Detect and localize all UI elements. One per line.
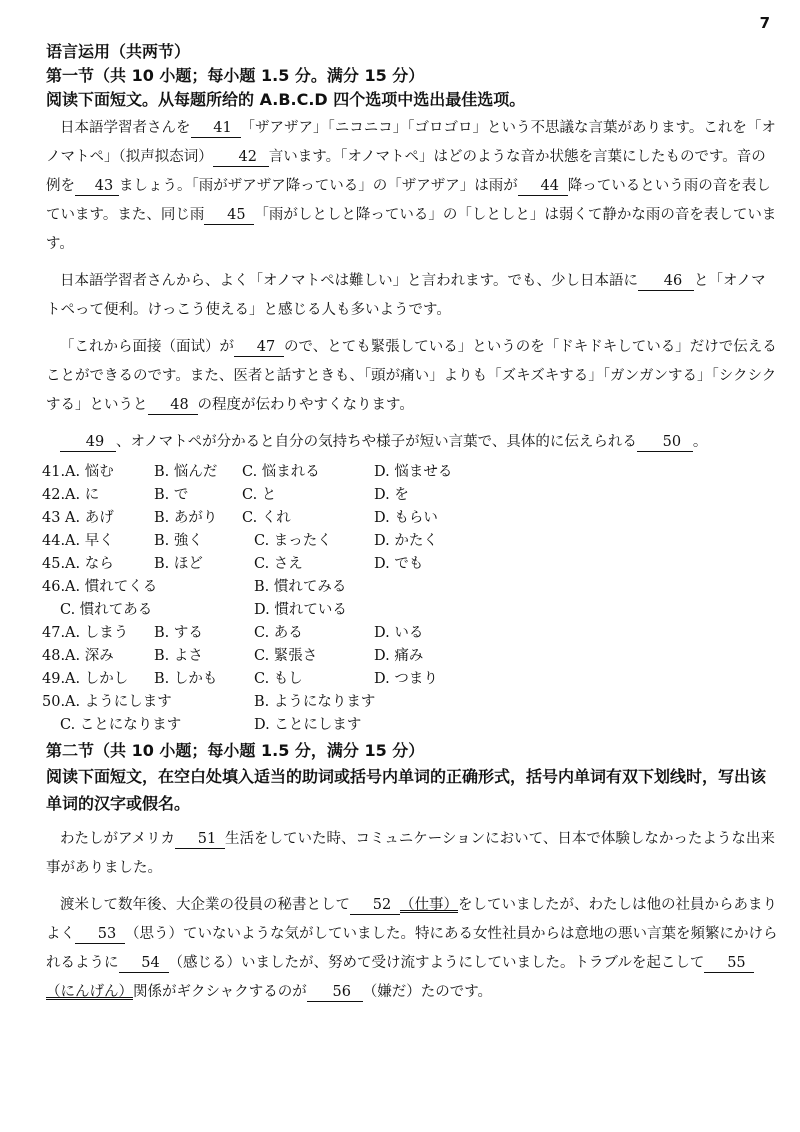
part1-title: 第一节（共 10 小题；每小题 1.5 分。满分 15 分） xyxy=(46,66,425,85)
exam-content xyxy=(42,40,780,1007)
option-49-c: C. もし xyxy=(254,671,303,687)
option-44-a: 44.A. 早く xyxy=(42,533,114,549)
option-45-a: 45.A. なら xyxy=(42,556,114,572)
blank-48: 48 xyxy=(148,396,198,415)
options-49 xyxy=(42,668,780,691)
part2-paragraph-1 xyxy=(46,825,780,883)
option-41-a: 41.A. 悩む xyxy=(42,464,114,480)
text: 生活をしていた時、コミュニケーションにおいて、日本で体験しなかったような出来事がありました。 xyxy=(46,831,775,876)
options-42 xyxy=(42,484,780,507)
blank-53: 53 xyxy=(75,925,125,944)
option-47-a: 47.A. しまう xyxy=(42,625,129,641)
option-42-c: C. と xyxy=(242,487,277,503)
option-50-b: B. ようになります xyxy=(254,694,376,710)
blank-42: 42 xyxy=(213,148,269,167)
text: の程度が伝わりやすくなります。 xyxy=(197,397,414,413)
blank-46: 46 xyxy=(638,272,694,291)
option-44-b: B. 強く xyxy=(154,533,203,549)
blank-41: 41 xyxy=(191,119,241,138)
options-list xyxy=(42,461,780,737)
option-48-b: B. よさ xyxy=(154,648,203,664)
option-47-b: B. する xyxy=(154,625,203,641)
option-50-d: D. ことにします xyxy=(254,717,362,733)
options-46-ab xyxy=(42,576,780,599)
text: と「オノマトペって便利。けっこう使える」と感じる人も多いようです。 xyxy=(46,273,766,318)
options-41 xyxy=(42,461,780,484)
word-55: （にんげん） xyxy=(46,984,133,1000)
text: わたしがアメリカ xyxy=(60,831,175,847)
blank-49: 49 xyxy=(60,433,116,452)
blank-52: 52 xyxy=(350,896,400,915)
option-49-d: D. つまり xyxy=(374,671,438,687)
text: 日本語学習者さんを xyxy=(60,120,191,136)
part1-paragraph-2 xyxy=(46,267,780,325)
part2-paragraph-2 xyxy=(46,891,780,1007)
option-47-c: C. ある xyxy=(254,625,303,641)
part1-paragraph-3 xyxy=(46,333,780,420)
option-43-c: C. くれ xyxy=(242,510,291,526)
text: ましょう。「雨がザアザア降っている」の「ザアザア」は雨が xyxy=(119,178,518,194)
options-47 xyxy=(42,622,780,645)
text: 「これから面接（面试）が xyxy=(60,339,234,355)
word-54: （感じる） xyxy=(168,955,241,971)
option-41-b: B. 悩んだ xyxy=(154,464,218,480)
text: 。 xyxy=(692,434,708,450)
option-43-b: B. あがり xyxy=(154,510,218,526)
option-49-b: B. しかも xyxy=(154,671,218,687)
text: 渡米して数年後、大企業の役員の秘書として xyxy=(60,897,350,913)
page-number: 7 xyxy=(759,14,770,32)
blank-54: 54 xyxy=(119,954,169,973)
text: 「ザアザア」「ニコニコ」「ゴロゴロ」という不思議な言葉があります。これを「オノマトペ」（拟声拟态词） xyxy=(46,120,776,165)
part2-instruction: 阅读下面短文，在空白处填入适当的助词或括号内单词的正确形式，括号内单词有双下划线时，写出该单词的汉字或假名。 xyxy=(46,767,767,813)
option-49-a: 49.A. しかし xyxy=(42,671,129,687)
option-47-d: D. いる xyxy=(374,625,424,641)
option-41-c: C. 悩まれる xyxy=(242,464,320,480)
option-41-d: D. 悩ませる xyxy=(374,464,453,480)
option-42-a: 42.A. に xyxy=(42,487,100,503)
text: ので、とても緊張している」というのを「ドキドキしている」だけで伝えることができるのです。また、医者と話すときも、「頭が痛い」よりも「ズキズキする」「ガンガンする」「シクシクする」というと xyxy=(46,339,777,413)
options-43 xyxy=(42,507,780,530)
part1-paragraph-4 xyxy=(46,428,780,457)
option-46-c: C. 慣れてある xyxy=(60,602,153,618)
option-45-d: D. でも xyxy=(374,556,424,572)
option-46-b: B. 慣れてみる xyxy=(254,579,347,595)
part2 xyxy=(46,739,780,1007)
blank-47: 47 xyxy=(234,338,284,357)
text: たのです。 xyxy=(420,984,493,1000)
blank-45: 45 xyxy=(204,206,254,225)
option-50-a: 50.A. ようにします xyxy=(42,694,172,710)
text: 言います。「オノマトペ」はどのような音か状態を言葉にしたものです。音の例を xyxy=(46,149,766,194)
blank-55: 55 xyxy=(704,954,754,973)
text: 「雨がしとしと降っている」の「しとしと」は弱くて静かな雨の音を表しています。 xyxy=(46,207,777,252)
part1-instruction: 阅读下面短文。从每题所给的 A.B.C.D 四个选项中选出最佳选项。 xyxy=(46,90,526,109)
word-56: （嫌だ） xyxy=(362,984,421,1000)
option-46-d: D. 慣れている xyxy=(254,602,347,618)
blank-56: 56 xyxy=(307,983,363,1002)
option-48-a: 48.A. 深み xyxy=(42,648,114,664)
option-48-c: C. 緊張さ xyxy=(254,648,318,664)
option-50-c: C. ことになります xyxy=(60,717,182,733)
text: 降っているという雨の音を表しています。また、同じ雨 xyxy=(46,178,771,223)
option-44-c: C. まったく xyxy=(254,533,332,549)
option-42-d: D. を xyxy=(374,487,409,503)
part1-paragraph-1 xyxy=(46,114,780,259)
text: をしていましたが、わたしは他の社員からあまりよく xyxy=(46,897,777,942)
text: いましたが、努めて受け流すようにしていました。トラブルを起こして xyxy=(241,955,705,971)
text: 関係がギクシャクするのが xyxy=(133,984,307,1000)
option-45-c: C. さえ xyxy=(254,556,303,572)
options-44 xyxy=(42,530,780,553)
word-53: （思う） xyxy=(125,926,183,942)
text: 、オノマトペが分かると自分の気持ちや様子が短い言葉で、具体的に伝えられる xyxy=(116,434,637,450)
option-48-d: D. 痛み xyxy=(374,648,424,664)
word-52: （仕事） xyxy=(400,897,458,913)
options-50-ab xyxy=(42,691,780,714)
section-title: 语言运用（共两节） xyxy=(46,42,191,61)
blank-51: 51 xyxy=(175,830,225,849)
option-43-d: D. もらい xyxy=(374,510,438,526)
option-43-a: 43 A. あげ xyxy=(42,510,114,526)
option-42-b: B. で xyxy=(154,487,189,503)
option-46-a: 46.A. 慣れてくる xyxy=(42,579,158,595)
blank-50: 50 xyxy=(637,433,693,452)
blank-43: 43 xyxy=(75,177,119,196)
options-45 xyxy=(42,553,780,576)
part2-title: 第二节（共 10 小题；每小题 1.5 分，满分 15 分） xyxy=(46,741,425,760)
options-48 xyxy=(42,645,780,668)
option-44-d: D. かたく xyxy=(374,533,438,549)
text: 日本語学習者さんから、よく「オノマトペは難しい」と言われます。でも、少し日本語に xyxy=(60,273,638,289)
text: ていないような気がしていました。特にある女性社員からは意地の悪い言葉を頻繁にかけられるように xyxy=(46,926,778,971)
option-45-b: B. ほど xyxy=(154,556,203,572)
options-50-cd xyxy=(46,714,780,737)
options-46-cd xyxy=(46,599,780,622)
blank-44: 44 xyxy=(518,177,568,196)
